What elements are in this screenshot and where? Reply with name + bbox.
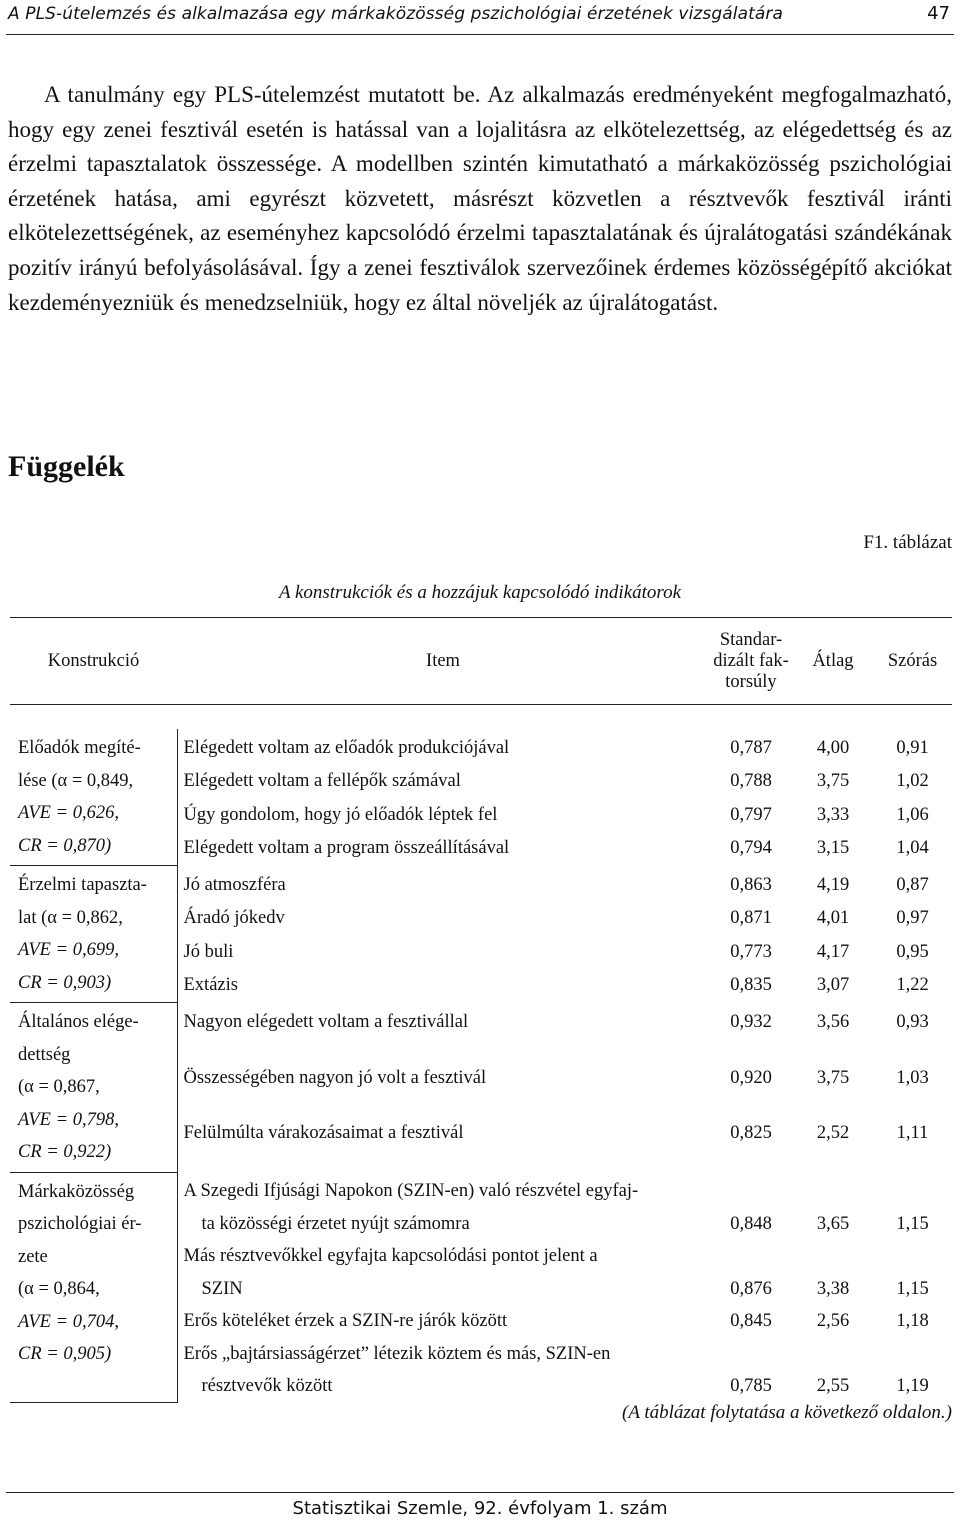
construct-line: AVE = 0,699, xyxy=(18,940,119,960)
construct-line: AVE = 0,626, xyxy=(18,803,119,823)
running-header-title: A PLS-útelemzés és alkalmazása egy márkaközösség pszichológiai érzetének vizsgálatára xyxy=(8,4,784,24)
loading-cell: 0,835 xyxy=(730,975,772,995)
item-cell xyxy=(177,1172,709,1240)
mean-cell: 3,65 xyxy=(816,1213,850,1234)
construct-line: CR = 0,903) xyxy=(18,972,112,993)
loading-cell: 0,863 xyxy=(730,874,772,895)
construct-line: lat (α = 0,862, xyxy=(18,907,123,928)
running-header xyxy=(6,0,954,35)
sd-cell: 1,03 xyxy=(896,1068,929,1089)
loading-cell: 0,794 xyxy=(730,838,772,859)
sd-cell: 0,87 xyxy=(896,874,929,895)
construct-cell xyxy=(10,1172,177,1403)
mean-cell: 3,07 xyxy=(816,975,850,995)
construct-line: Előadók megíté- xyxy=(18,738,141,758)
loading-cell: 0,876 xyxy=(730,1278,772,1299)
loading-cell: 0,787 xyxy=(730,738,772,758)
construct-line: AVE = 0,798, xyxy=(18,1109,119,1130)
loading-cell: 0,773 xyxy=(730,941,772,962)
mean-cell: 2,55 xyxy=(816,1376,850,1396)
sd-cell: 1,22 xyxy=(896,975,929,995)
spacer-cell xyxy=(10,705,952,730)
loading-cell: 0,797 xyxy=(730,804,772,825)
loading-cell: 0,825 xyxy=(730,1123,772,1144)
loading-cell: 0,845 xyxy=(730,1311,772,1331)
construct-cell xyxy=(10,1003,177,1173)
body-paragraph: A tanulmány egy PLS-útelemzést mutatott be. Az alkalmazás eredményeként megfogalmazható, hogy egy zenei fesztivál esetén is hatással van a lojalitásra az elkötelezettség, az elégedettség és az érzelmi tapasztalatok összessége. A modellben szintén kimutatható a márkaközösség pszichológiai érzetének hatása, ami egyrészt közvetett, másrészt közvetlen a résztvevők fesztivál iránti elkötelezettségének, az eseményhez kapcsolódó érzelmi tapasztalatának és újralátogatási szándékának pozitív irányú befolyásolásával. Így a zenei fesztiválok szervezőinek érdemes közösségépítő akciókat kezdeményezniük és menedzselniük, hogy ez által növeljék az újralátogatást. xyxy=(8,82,952,315)
construct-cell xyxy=(10,729,177,866)
construct-line: (α = 0,864, xyxy=(18,1279,100,1299)
item-cell xyxy=(177,1240,709,1305)
item-line: Erős „bajtársiasságérzet” létezik köztem és más, SZIN-en xyxy=(183,1343,611,1364)
mean-cell: 3,33 xyxy=(816,804,850,825)
indicator-table xyxy=(10,617,952,1403)
construct-line: (α = 0,867, xyxy=(18,1077,100,1097)
table-caption: A konstrukciók és a hozzájuk kapcsolódó indikátorok xyxy=(278,582,682,603)
loading-cell: 0,848 xyxy=(730,1213,772,1234)
item-cell: Extázis xyxy=(183,975,238,995)
header-loading-line: torsúly xyxy=(725,671,777,692)
mean-cell: 3,15 xyxy=(816,838,850,859)
item-line: SZIN xyxy=(201,1278,243,1299)
item-cell: Nagyon elégedett voltam a fesztivállal xyxy=(183,1011,469,1032)
mean-cell: 4,00 xyxy=(816,738,850,758)
mean-cell: 3,75 xyxy=(816,771,850,792)
construct-line: CR = 0,922) xyxy=(18,1142,112,1162)
mean-cell: 2,56 xyxy=(816,1311,850,1331)
item-cell: Jó buli xyxy=(183,941,234,962)
loading-cell: 0,785 xyxy=(730,1376,772,1396)
mean-cell: 4,01 xyxy=(816,908,850,929)
construct-line: AVE = 0,704, xyxy=(18,1311,119,1332)
header-mean: Átlag xyxy=(793,618,873,705)
loading-cell: 0,788 xyxy=(730,771,772,792)
construct-line: CR = 0,905) xyxy=(18,1344,112,1364)
table-row xyxy=(10,1003,952,1063)
item-cell: Áradó jókedv xyxy=(183,908,285,929)
item-cell: Összességében nagyon jó volt a fesztivál xyxy=(183,1068,487,1089)
sd-cell: 0,91 xyxy=(896,738,929,758)
header-construct: Konstrukció xyxy=(10,618,177,705)
construct-line: Érzelmi tapaszta- xyxy=(18,875,147,895)
spacer-row xyxy=(10,705,952,730)
construct-line: pszichológiai ér- xyxy=(18,1214,142,1234)
sd-cell: 0,97 xyxy=(896,908,929,929)
item-cell: Felülmúlta várakozásaimat a fesztivál xyxy=(183,1123,464,1144)
table-header-row xyxy=(10,618,952,705)
sd-cell: 0,93 xyxy=(896,1011,929,1032)
header-item: Item xyxy=(177,618,709,705)
sd-cell: 0,95 xyxy=(896,941,929,962)
item-line: Más résztvevőkkel egyfajta kapcsolódási pontot jelent a xyxy=(183,1246,598,1266)
mean-cell: 3,38 xyxy=(816,1278,850,1299)
sd-cell: 1,04 xyxy=(896,838,929,859)
mean-cell: 2,52 xyxy=(816,1123,850,1144)
mean-cell: 3,75 xyxy=(816,1068,850,1089)
construct-cell xyxy=(10,866,177,1003)
construct-line: Márkaközösség xyxy=(18,1181,135,1202)
item-line: ta közösségi érzetet nyújt számomra xyxy=(201,1213,470,1234)
item-cell: Elégedett voltam az előadók produkciójával xyxy=(183,738,510,758)
loading-cell: 0,871 xyxy=(730,908,772,929)
loading-cell: 0,932 xyxy=(730,1011,772,1032)
item-line: A Szegedi Ifjúsági Napokon (SZIN-en) való részvétel egyfaj- xyxy=(183,1181,639,1201)
item-cell: Elégedett voltam a fellépők számával xyxy=(183,771,461,792)
mean-cell: 4,19 xyxy=(816,874,850,895)
construct-line: zete xyxy=(18,1246,48,1267)
sd-cell: 1,18 xyxy=(896,1311,929,1331)
section-heading-appendix: Függelék xyxy=(8,450,125,483)
mean-cell: 3,56 xyxy=(816,1011,850,1032)
sd-cell: 1,02 xyxy=(896,771,929,792)
loading-cell: 0,920 xyxy=(730,1068,772,1089)
header-loading xyxy=(709,618,793,705)
construct-line: dettség xyxy=(18,1044,71,1065)
header-sd: Szórás xyxy=(873,618,952,705)
table-row xyxy=(10,866,952,903)
sd-cell: 1,15 xyxy=(896,1213,929,1234)
item-cell xyxy=(177,1338,709,1403)
table-row xyxy=(10,729,952,765)
header-loading-line: Standar- xyxy=(719,629,783,650)
table-number: F1. táblázat xyxy=(863,532,952,553)
sd-cell: 1,11 xyxy=(896,1123,929,1144)
journal-footer: Statisztikai Szemle, 92. évfolyam 1. szám xyxy=(6,1492,954,1525)
item-cell: Jó atmoszféra xyxy=(183,874,286,895)
construct-line: lése (α = 0,849, xyxy=(18,770,134,791)
sd-cell: 1,19 xyxy=(896,1376,929,1396)
item-cell: Elégedett voltam a program összeállításával xyxy=(183,838,510,859)
table-row xyxy=(10,1172,952,1240)
sd-cell: 1,15 xyxy=(896,1278,929,1299)
header-loading-line: dizált fak- xyxy=(713,650,789,671)
item-cell: Úgy gondolom, hogy jó előadók léptek fel xyxy=(183,804,498,825)
sd-cell: 1,06 xyxy=(896,804,929,825)
page-number: 47 xyxy=(927,3,950,24)
construct-line: Általános elége- xyxy=(18,1012,139,1032)
item-line: résztvevők között xyxy=(201,1376,333,1396)
continuation-note: (A táblázat folytatása a következő oldalon.) xyxy=(622,1402,952,1423)
mean-cell: 4,17 xyxy=(816,941,850,962)
construct-line: CR = 0,870) xyxy=(18,835,112,856)
item-cell: Erős köteléket érzek a SZIN-re járók között xyxy=(183,1311,508,1331)
